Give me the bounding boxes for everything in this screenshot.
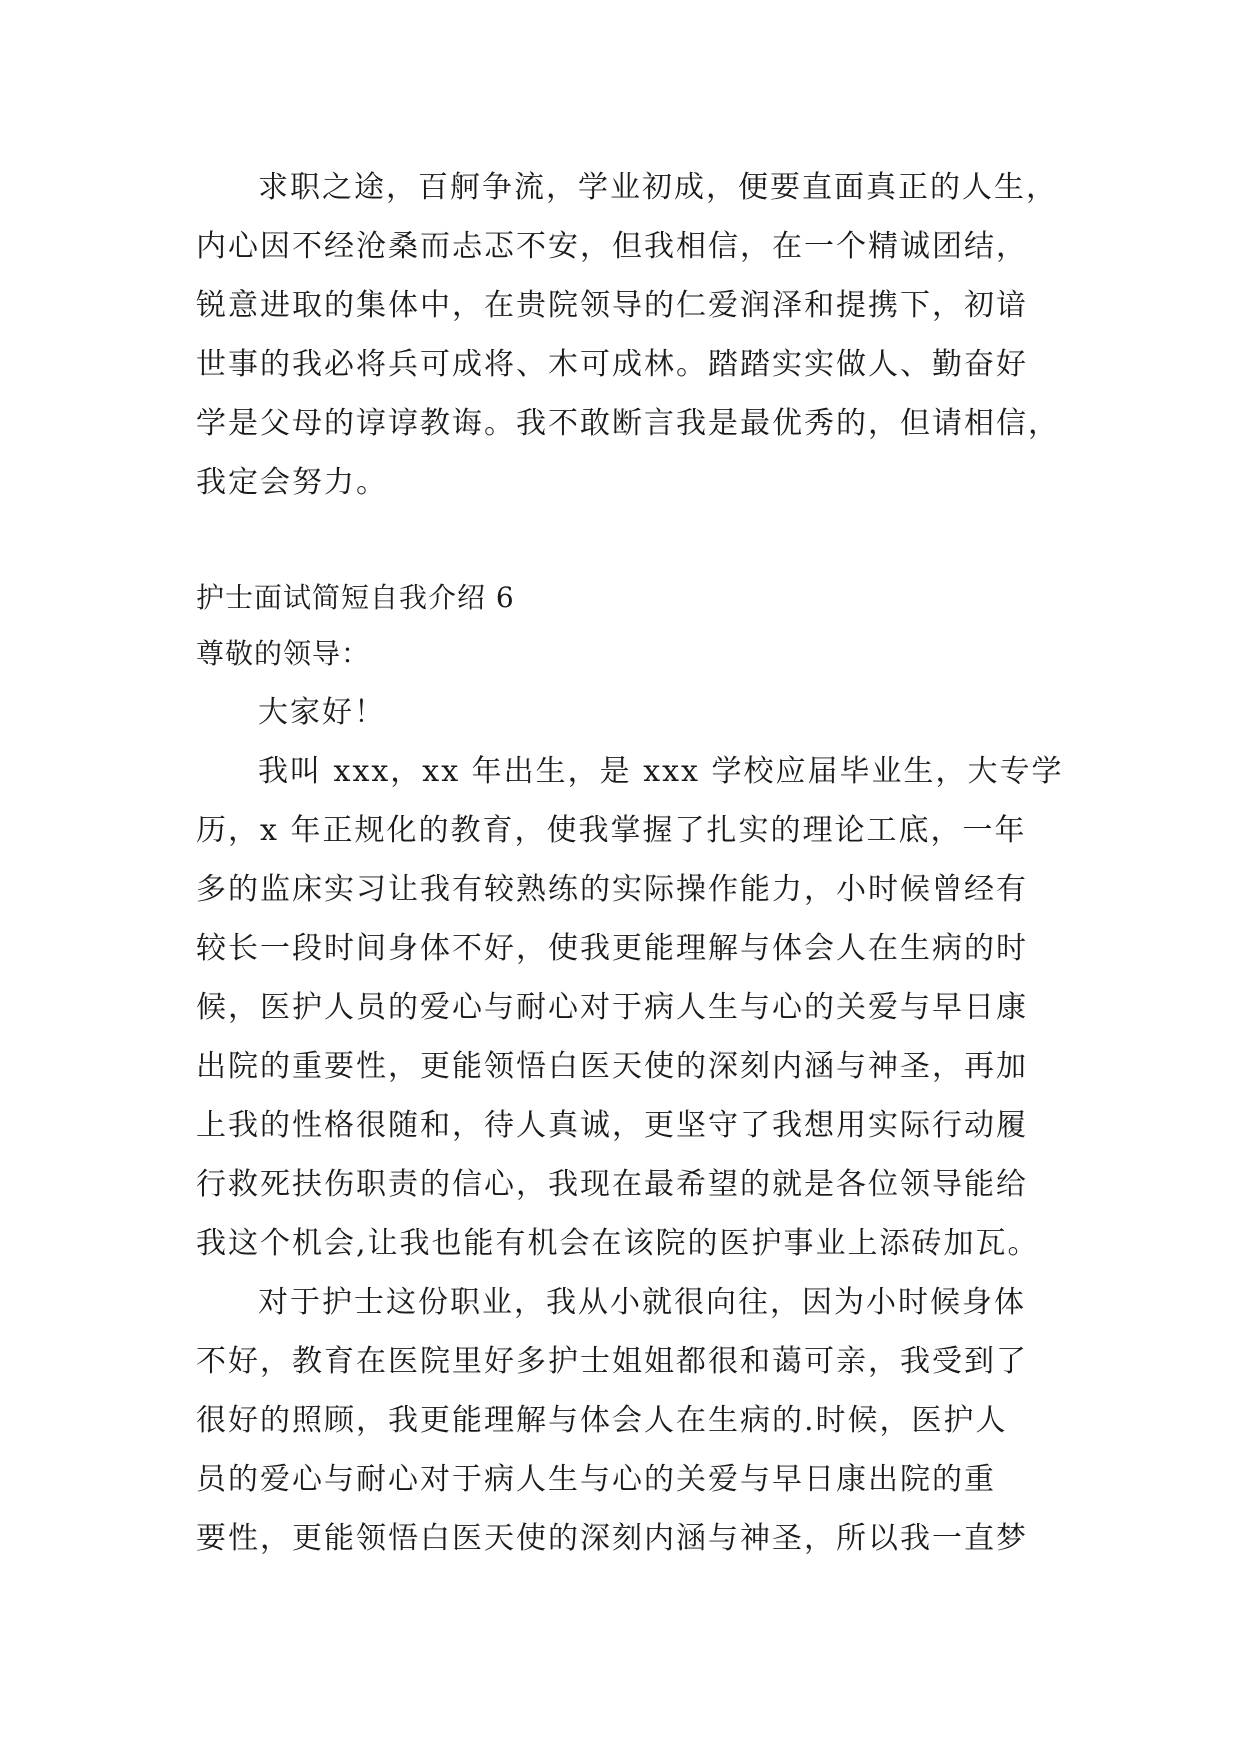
paragraph-line: 多的监床实习让我有较熟练的实际操作能力，小时候曾经有 [196,872,1028,907]
paragraph-line: 上我的性格很随和，待人真诚，更坚守了我想用实际行动履 [196,1108,1028,1143]
paragraph-line: 员的爱心与耐心对于病人生与心的关爱与早日康出院的重 [196,1462,996,1497]
paragraph-line: 求职之途，百舸争流，学业初成，便要直面真正的人生， [258,170,1058,205]
salutation: 尊敬的领导： [196,637,371,670]
paragraph-line: 我叫 xxx，xx 年出生，是 xxx 学校应届毕业生，大专学 [258,754,1064,789]
paragraph-line: 要性，更能领悟白医天使的深刻内涵与神圣，所以我一直梦 [196,1521,1028,1556]
paragraph-line: 较长一段时间身体不好，使我更能理解与体会人在生病的时 [196,931,1028,966]
paragraph-line: 不好，教育在医院里好多护士姐姐都很和蔼可亲，我受到了 [196,1344,1028,1379]
paragraph-line: 内心因不经沧桑而忐忑不安，但我相信，在一个精诚团结， [196,229,1028,264]
paragraph-line: 我这个机会,让我也能有机会在该院的医护事业上添砖加瓦。 [196,1226,1040,1261]
paragraph-line: 候，医护人员的爱心与耐心对于病人生与心的关爱与早日康 [196,990,1028,1025]
paragraph-line: 出院的重要性，更能领悟白医天使的深刻内涵与神圣，再加 [196,1049,1028,1084]
paragraph-line: 世事的我必将兵可成将、木可成林。踏踏实实做人、勤奋好 [196,347,1028,382]
paragraph-line: 行救死扶伤职责的信心，我现在最希望的就是各位领导能给 [196,1167,1028,1202]
paragraph-line: 很好的照顾，我更能理解与体会人在生病的.时候，医护人 [196,1403,1008,1438]
paragraph-line: 对于护士这份职业，我从小就很向往，因为小时候身体 [258,1285,1026,1320]
paragraph-line: 历，x 年正规化的教育，使我掌握了扎实的理论工底，一年 [196,813,1027,848]
paragraph-line: 学是父母的谆谆教诲。我不敢断言我是最优秀的，但请相信， [196,406,1060,441]
paragraph-line: 我定会努力。 [196,465,388,500]
greeting: 大家好！ [258,695,386,730]
paragraph-line: 锐意进取的集体中，在贵院领导的仁爱润泽和提携下，初谙 [196,288,1028,323]
section-title: 护士面试简短自我介绍 6 [196,581,515,614]
